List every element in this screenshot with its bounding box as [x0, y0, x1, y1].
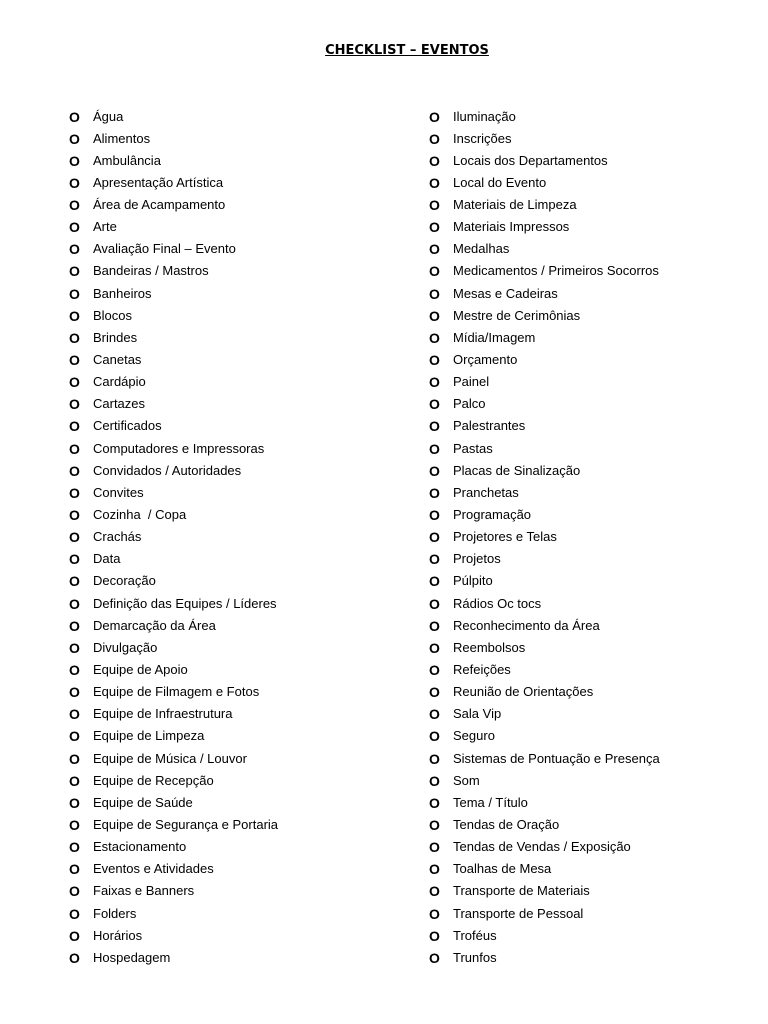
checkbox-circle-icon: O	[69, 285, 80, 302]
checkbox-circle-icon: O	[429, 130, 440, 147]
checkbox-circle-icon: O	[429, 263, 440, 280]
checkbox-circle-icon: O	[429, 152, 440, 169]
checkbox-circle-icon: O	[69, 861, 80, 878]
checkbox-circle-icon: O	[429, 418, 440, 435]
checklist-item-label: Reconhecimento da Área	[453, 617, 600, 633]
checkbox-circle-icon: O	[429, 352, 440, 369]
checkbox-circle-icon: O	[429, 684, 440, 701]
checklist-item	[69, 371, 278, 393]
checklist-item-label: Mestre de Cerimônias	[453, 307, 581, 323]
checkbox-circle-icon: O	[429, 307, 440, 324]
checkbox-circle-icon: O	[69, 595, 80, 612]
checklist-item	[429, 106, 660, 128]
checklist-item-label: Medalhas	[453, 241, 510, 257]
checklist-right-column	[429, 106, 660, 969]
checklist-item-label: Iluminação	[453, 108, 516, 124]
checklist-item-label: Horários	[93, 927, 143, 943]
checklist-item	[69, 438, 278, 460]
checklist-item-label: Ambulância	[93, 152, 161, 168]
checklist-item	[69, 770, 278, 792]
checklist-item-label: Convites	[93, 484, 144, 500]
checkbox-circle-icon: O	[429, 396, 440, 413]
checkbox-circle-icon: O	[69, 152, 80, 169]
checklist-item	[69, 283, 278, 305]
checkbox-circle-icon: O	[429, 197, 440, 214]
checklist-item	[69, 748, 278, 770]
checkbox-circle-icon: O	[429, 551, 440, 568]
checklist-item	[429, 438, 660, 460]
checklist-item-label: Equipe de Filmagem e Fotos	[93, 684, 260, 700]
checklist-item	[69, 814, 278, 836]
checklist-item-label: Transporte de Pessoal	[453, 905, 584, 921]
checkbox-circle-icon: O	[69, 484, 80, 501]
checklist-item	[69, 703, 278, 725]
checklist-item	[69, 216, 278, 238]
checklist-item-label: Equipe de Música / Louvor	[93, 750, 247, 766]
checklist-item-label: Reembolsos	[453, 639, 526, 655]
checkbox-circle-icon: O	[69, 418, 80, 435]
checklist-item	[69, 615, 278, 637]
checklist-item	[429, 216, 660, 238]
checklist-item	[429, 283, 660, 305]
checkbox-circle-icon: O	[69, 197, 80, 214]
checklist-item-label: Brindes	[93, 329, 138, 345]
checklist-item	[69, 460, 278, 482]
checkbox-circle-icon: O	[69, 396, 80, 413]
checklist-item-label: Tendas de Vendas / Exposição	[453, 839, 631, 855]
checklist-item-label: Demarcação da Área	[93, 617, 216, 633]
checklist-item-label: Equipe de Saúde	[93, 794, 193, 810]
checklist-item	[429, 172, 660, 194]
checklist-item	[429, 327, 660, 349]
checkbox-circle-icon: O	[69, 174, 80, 191]
checkbox-circle-icon: O	[429, 861, 440, 878]
checkbox-circle-icon: O	[69, 706, 80, 723]
checkbox-circle-icon: O	[69, 617, 80, 634]
checklist-item	[429, 792, 660, 814]
checklist-item-label: Bandeiras / Mastros	[93, 263, 209, 279]
checklist-item-label: Canetas	[93, 352, 142, 368]
checkbox-circle-icon: O	[429, 639, 440, 656]
checklist-item	[429, 925, 660, 947]
checkbox-circle-icon: O	[69, 949, 80, 966]
checkbox-circle-icon: O	[429, 174, 440, 191]
checklist-item-label: Toalhas de Mesa	[453, 861, 552, 877]
checkbox-circle-icon: O	[69, 639, 80, 656]
checklist-item-label: Pastas	[453, 440, 493, 456]
checklist-item	[429, 393, 660, 415]
checklist-item	[429, 748, 660, 770]
checklist-item	[69, 526, 278, 548]
checklist-item-label: Púlpito	[453, 573, 493, 589]
checklist-item	[429, 260, 660, 282]
checkbox-circle-icon: O	[69, 684, 80, 701]
checklist-item	[429, 548, 660, 570]
checklist-item-label: Certificados	[93, 418, 162, 434]
checklist-item	[69, 593, 278, 615]
checkbox-circle-icon: O	[69, 905, 80, 922]
checklist-item	[69, 172, 278, 194]
checkbox-circle-icon: O	[69, 307, 80, 324]
checkbox-circle-icon: O	[429, 794, 440, 811]
checklist-item	[69, 792, 278, 814]
checkbox-circle-icon: O	[429, 839, 440, 856]
checklist-item	[69, 106, 278, 128]
checklist-item	[429, 770, 660, 792]
checklist-item	[429, 238, 660, 260]
checklist-item-label: Mídia/Imagem	[453, 329, 536, 345]
checkbox-circle-icon: O	[429, 927, 440, 944]
checklist-item	[69, 128, 278, 150]
checklist-item-label: Divulgação	[93, 639, 158, 655]
checklist-item-label: Seguro	[453, 728, 495, 744]
checkbox-circle-icon: O	[429, 529, 440, 546]
checklist-item	[69, 349, 278, 371]
checklist-item-label: Palco	[453, 396, 486, 412]
checkbox-circle-icon: O	[69, 219, 80, 236]
checklist-item-label: Cozinha / Copa	[93, 507, 187, 523]
checklist-item-label: Tendas de Oração	[453, 817, 560, 832]
checkbox-circle-icon: O	[69, 440, 80, 457]
checklist-item-label: Cardápio	[93, 374, 146, 390]
checklist-item-label: Arte	[93, 219, 117, 235]
checklist-item-label: Água	[93, 108, 124, 124]
checklist-item	[429, 903, 660, 925]
checklist-item	[429, 371, 660, 393]
checklist-item	[429, 305, 660, 327]
checklist-item	[429, 659, 660, 681]
checklist-item-label: Reunião de Orientações	[453, 684, 594, 700]
checkbox-circle-icon: O	[429, 772, 440, 789]
checklist-item	[69, 570, 278, 592]
checklist-item-label: Palestrantes	[453, 418, 526, 434]
checklist-item-label: Equipe de Recepção	[93, 772, 214, 788]
checklist-item-label: Data	[93, 551, 121, 567]
checklist-item-label: Programação	[453, 507, 532, 523]
checklist-item	[429, 725, 660, 747]
checkbox-circle-icon: O	[429, 728, 440, 745]
checklist-item	[69, 637, 278, 659]
checklist-item-label: Cartazes	[93, 396, 146, 412]
checkbox-circle-icon: O	[429, 484, 440, 501]
checkbox-circle-icon: O	[69, 817, 80, 833]
checklist-item	[69, 194, 278, 216]
checklist-item	[69, 659, 278, 681]
checklist-item-label: Projetores e Telas	[453, 529, 557, 545]
checklist-item	[429, 570, 660, 592]
checkbox-circle-icon: O	[429, 905, 440, 922]
checklist-item-label: Rádios Oc tocs	[453, 595, 542, 611]
checklist-item-label: Locais dos Departamentos	[453, 152, 608, 168]
checkbox-circle-icon: O	[69, 130, 80, 147]
checklist-item-label: Folders	[93, 905, 137, 921]
checkbox-circle-icon: O	[429, 573, 440, 590]
checklist-item	[429, 482, 660, 504]
checkbox-circle-icon: O	[429, 662, 440, 679]
checkbox-circle-icon: O	[429, 706, 440, 723]
checkbox-circle-icon: O	[429, 750, 440, 767]
checklist-item-label: Computadores e Impressoras	[93, 440, 265, 456]
checkbox-circle-icon: O	[429, 241, 440, 258]
checkbox-circle-icon: O	[429, 817, 440, 833]
checklist-item-label: Painel	[453, 374, 490, 390]
checklist-item-label: Área de Acampamento	[93, 197, 226, 213]
checkbox-circle-icon: O	[429, 374, 440, 391]
checklist-item	[69, 393, 278, 415]
checklist-item	[69, 858, 278, 880]
checklist-item-label: Equipe de Infraestrutura	[93, 706, 233, 722]
checklist-item	[429, 858, 660, 880]
checkbox-circle-icon: O	[429, 108, 440, 125]
checkbox-circle-icon: O	[69, 507, 80, 524]
checklist-item-label: Tema / Título	[453, 794, 528, 810]
checkbox-circle-icon: O	[69, 374, 80, 391]
checklist-item-label: Equipe de Apoio	[93, 662, 188, 678]
checklist-item-label: Trunfos	[453, 949, 497, 965]
checkbox-circle-icon: O	[429, 285, 440, 302]
checklist-item-label: Sala Vip	[453, 706, 502, 722]
checkbox-circle-icon: O	[69, 750, 80, 767]
checklist-item	[429, 947, 660, 969]
checklist-item	[429, 460, 660, 482]
checklist-item	[69, 725, 278, 747]
checkbox-circle-icon: O	[69, 108, 80, 125]
checklist-item	[429, 526, 660, 548]
checklist-item	[69, 880, 278, 902]
checklist-item	[429, 814, 660, 836]
checklist-item	[69, 947, 278, 969]
checklist-item-label: Alimentos	[93, 130, 151, 146]
checklist-item	[69, 482, 278, 504]
checkbox-circle-icon: O	[69, 329, 80, 346]
checklist-item-label: Blocos	[93, 307, 133, 323]
checklist-item	[69, 238, 278, 260]
checklist-item-label: Mesas e Cadeiras	[453, 285, 558, 301]
checkbox-circle-icon: O	[69, 263, 80, 280]
checklist-item	[69, 260, 278, 282]
checkbox-circle-icon: O	[429, 507, 440, 524]
checklist-item-label: Convidados / Autoridades	[93, 462, 242, 478]
checklist-item-label: Materiais de Limpeza	[453, 197, 577, 213]
checkbox-circle-icon: O	[429, 949, 440, 966]
checkbox-circle-icon: O	[69, 529, 80, 546]
checklist-item	[69, 305, 278, 327]
checklist-item-label: Definição das Equipes / Líderes	[93, 595, 277, 611]
checklist-item-label: Avaliação Final – Evento	[93, 241, 236, 257]
checkbox-circle-icon: O	[69, 772, 80, 789]
checklist-item	[69, 836, 278, 858]
checklist-item-label: Projetos	[453, 551, 501, 567]
checkbox-circle-icon: O	[429, 329, 440, 346]
checklist-item	[69, 903, 278, 925]
checkbox-circle-icon: O	[69, 241, 80, 258]
checklist-item-label: Banheiros	[93, 285, 152, 301]
checklist-item-label: Sistemas de Pontuação e Presença	[453, 750, 660, 766]
checklist-item	[429, 415, 660, 437]
checklist-item	[69, 415, 278, 437]
checkbox-circle-icon: O	[69, 573, 80, 590]
checklist-item	[429, 836, 660, 858]
checkbox-circle-icon: O	[69, 462, 80, 479]
checkbox-circle-icon: O	[429, 219, 440, 236]
checklist-item	[69, 504, 278, 526]
checkbox-circle-icon: O	[69, 927, 80, 944]
checklist-item	[69, 925, 278, 947]
checkbox-circle-icon: O	[429, 595, 440, 612]
checkbox-circle-icon: O	[69, 883, 80, 900]
checklist-item-label: Inscrições	[453, 130, 512, 146]
checklist-item-label: Orçamento	[453, 352, 518, 368]
checklist-item-label: Som	[453, 772, 480, 788]
checklist-item	[69, 150, 278, 172]
checklist-item-label: Faixas e Banners	[93, 883, 195, 899]
checklist-item	[429, 880, 660, 902]
checklist-item-label: Transporte de Materiais	[453, 883, 590, 899]
checkbox-circle-icon: O	[429, 617, 440, 634]
checklist-item	[429, 128, 660, 150]
checklist-item	[69, 681, 278, 703]
checklist-item-label: Materiais Impressos	[453, 219, 570, 235]
checklist-item	[429, 615, 660, 637]
checklist-item-label: Medicamentos / Primeiros Socorros	[453, 263, 659, 279]
checklist-item-label: Equipe de Limpeza	[93, 728, 205, 744]
checklist-item-label: Hospedagem	[93, 949, 171, 965]
checklist-item-label: Pranchetas	[453, 484, 519, 500]
checklist-item-label: Crachás	[93, 529, 142, 545]
checklist-item-label: Placas de Sinalização	[453, 462, 581, 478]
checkbox-circle-icon: O	[69, 662, 80, 679]
checklist-item-label: Local do Evento	[453, 174, 547, 190]
checklist-item-label: Eventos e Atividades	[93, 861, 214, 877]
checklist-item-label: Decoração	[93, 573, 156, 589]
checkbox-circle-icon: O	[429, 440, 440, 457]
checkbox-circle-icon: O	[429, 883, 440, 900]
checkbox-circle-icon: O	[429, 462, 440, 479]
page-title: CHECKLIST – EVENTOS	[325, 43, 489, 58]
checklist-item-label: Equipe de Segurança e Portaria	[93, 817, 279, 832]
checklist-item-label: Estacionamento	[93, 839, 187, 855]
checkbox-circle-icon: O	[69, 551, 80, 568]
checklist-item	[429, 349, 660, 371]
checklist-item	[429, 703, 660, 725]
checklist-left-column	[69, 106, 278, 969]
checklist-item	[429, 504, 660, 526]
checklist-item	[69, 548, 278, 570]
checklist-item	[429, 194, 660, 216]
checklist-item-label: Troféus	[453, 927, 497, 943]
checklist-item	[429, 637, 660, 659]
checklist-item	[69, 327, 278, 349]
checkbox-circle-icon: O	[69, 352, 80, 369]
checklist-item	[429, 593, 660, 615]
checklist-item-label: Apresentação Artística	[93, 174, 224, 190]
checklist-item	[429, 681, 660, 703]
checkbox-circle-icon: O	[69, 728, 80, 745]
checklist-item-label: Refeições	[453, 662, 511, 678]
checkbox-circle-icon: O	[69, 794, 80, 811]
checklist-item	[429, 150, 660, 172]
checkbox-circle-icon: O	[69, 839, 80, 856]
